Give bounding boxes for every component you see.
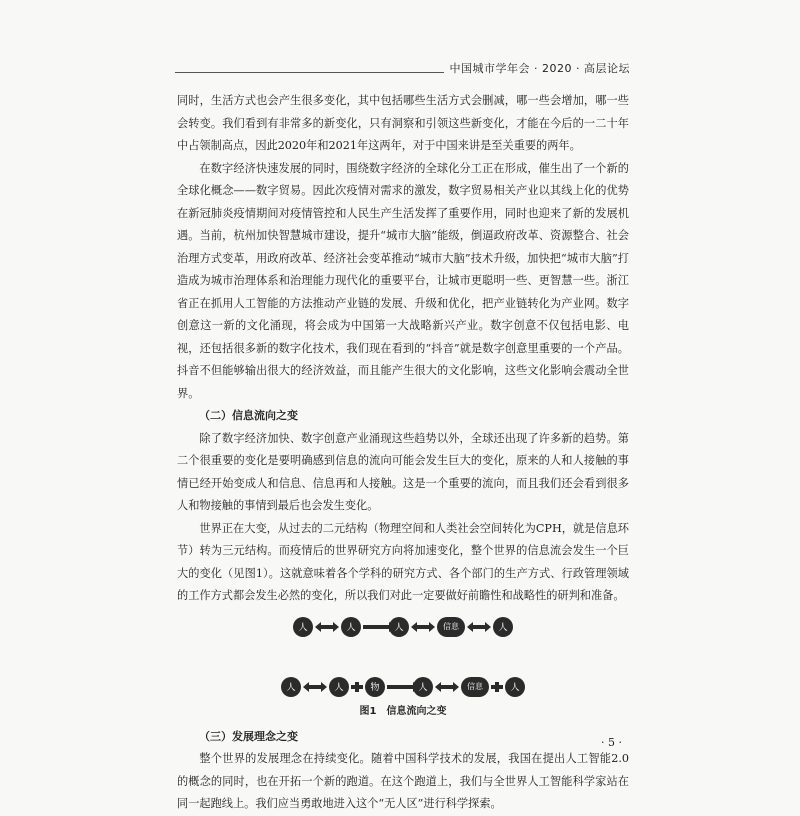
double-arrow-icon [467, 622, 491, 632]
double-arrow-icon [303, 682, 327, 692]
page-content [177, 90, 629, 816]
plus-icon [491, 682, 503, 692]
node-person: 人 [413, 677, 433, 697]
plus-icon [351, 682, 363, 692]
paragraph-5: 整个世界的发展理念在持续变化。随着中国科学技术的发展，我国在提出人工智能2.0的概念的同时，也在开拓一个新的跑道。在这个跑道上，我们与全世界人工智能科学家站在同一起跑线上。我们应当勇敢地进入这个“无人区”进行科学探索。 [177, 752, 629, 810]
node-person: 人 [281, 677, 301, 697]
node-information: 信息 [461, 677, 489, 697]
node-person: 人 [329, 677, 349, 697]
flow-row-bottom [177, 674, 629, 700]
node-object: 物 [365, 677, 385, 697]
double-arrow-icon [435, 682, 459, 692]
section-heading-2: （二）信息流向之变 [199, 409, 298, 422]
figure-1 [177, 614, 629, 720]
paragraph-3: 除了数字经济加快、数字创意产业涌现这些趋势以外，全球还出现了许多新的趋势。第二个很重要的变化是要明确感到信息的流向可能会发生巨大的变化，原来的人和人接触的事情已经开始变成人和信息、信息再和人接触。这是一个重要的流向，而且我们还会看到很多人和物接触的事情到最后也会发生变化。 [177, 431, 629, 512]
node-person: 人 [493, 617, 513, 637]
node-person: 人 [389, 617, 409, 637]
node-person: 人 [341, 617, 361, 637]
double-arrow-icon [411, 622, 435, 632]
paragraph-4: 世界正在大变，从过去的二元结构（物理空间和人类社会空间转化为CPH，就是信息环节）转为三元结构。而疫情后的世界研究方向将加速变化，整个世界的信息流会发生一个巨大的变化（见图1）。这就意味着各个学科的研究方式、各个部门的生产方式、行政管理领域的工作方式都会发生必然的变化，所以我们对此一定要做好前瞻性和战略性的研判和准备。 [177, 521, 629, 602]
paragraph-2: 在数字经济快速发展的同时，围绕数字经济的全球化分工正在形成，催生出了一个新的全球化概念——数字贸易。因此次疫情对需求的激发，数字贸易相关产业以其线上化的优势在新冠肺炎疫情期间对疫情管控和人民生产生活发挥了重要作用，同时也迎来了新的发展机遇。当前，杭州加快智慧城市建设，提升“城市大脑”能级，倒逼政府改革、资源整合、社会治理方式变革，用政府改革、经济社会变革推动“城市大脑”技术升级，加快把“城市大脑”打造成为城市治理体系和治理能力现代化的重要平台，让城市更聪明一些、更智慧一些。浙江省正在抓用人工智能的方法推动产业链的发展、升级和优化，把产业链转化为产业网。数字创意这一新的文化涌现，将会成为中国第一大战略新兴产业。数字创意不仅包括电影、电视，还包括很多新的数字化技术，我们现在看到的“抖音”就是数字创意里重要的一个产品。抖音不但能够输出很大的经济效益，而且能产生很大的文化影响，这些文化影响会震动全世界。 [177, 161, 629, 400]
double-arrow-icon [315, 622, 339, 632]
paragraph-1: 同时，生活方式也会产生很多变化，其中包括哪些生活方式会删减，哪一些会增加，哪一些会转变。我们看到有非常多的新变化，只有洞察和引领这些新变化，才能在今后的一二十年中占领制高点，因此2020年和2021年这两年，对于中国来讲是至关重要的两年。 [177, 94, 629, 152]
node-information: 信息 [437, 617, 465, 637]
flow-row-top [177, 614, 629, 640]
section-heading-3: （三）发展理念之变 [199, 729, 298, 743]
header-title: 中国城市学年会 · 2020 · 高层论坛 [444, 60, 630, 76]
node-person: 人 [505, 677, 525, 697]
right-arrow-icon [387, 682, 411, 692]
running-header [0, 58, 800, 82]
figure-caption: 图1 信息流向之变 [359, 705, 447, 717]
node-person: 人 [293, 617, 313, 637]
page-number: · 5 · [601, 736, 622, 749]
right-arrow-icon [363, 622, 387, 632]
